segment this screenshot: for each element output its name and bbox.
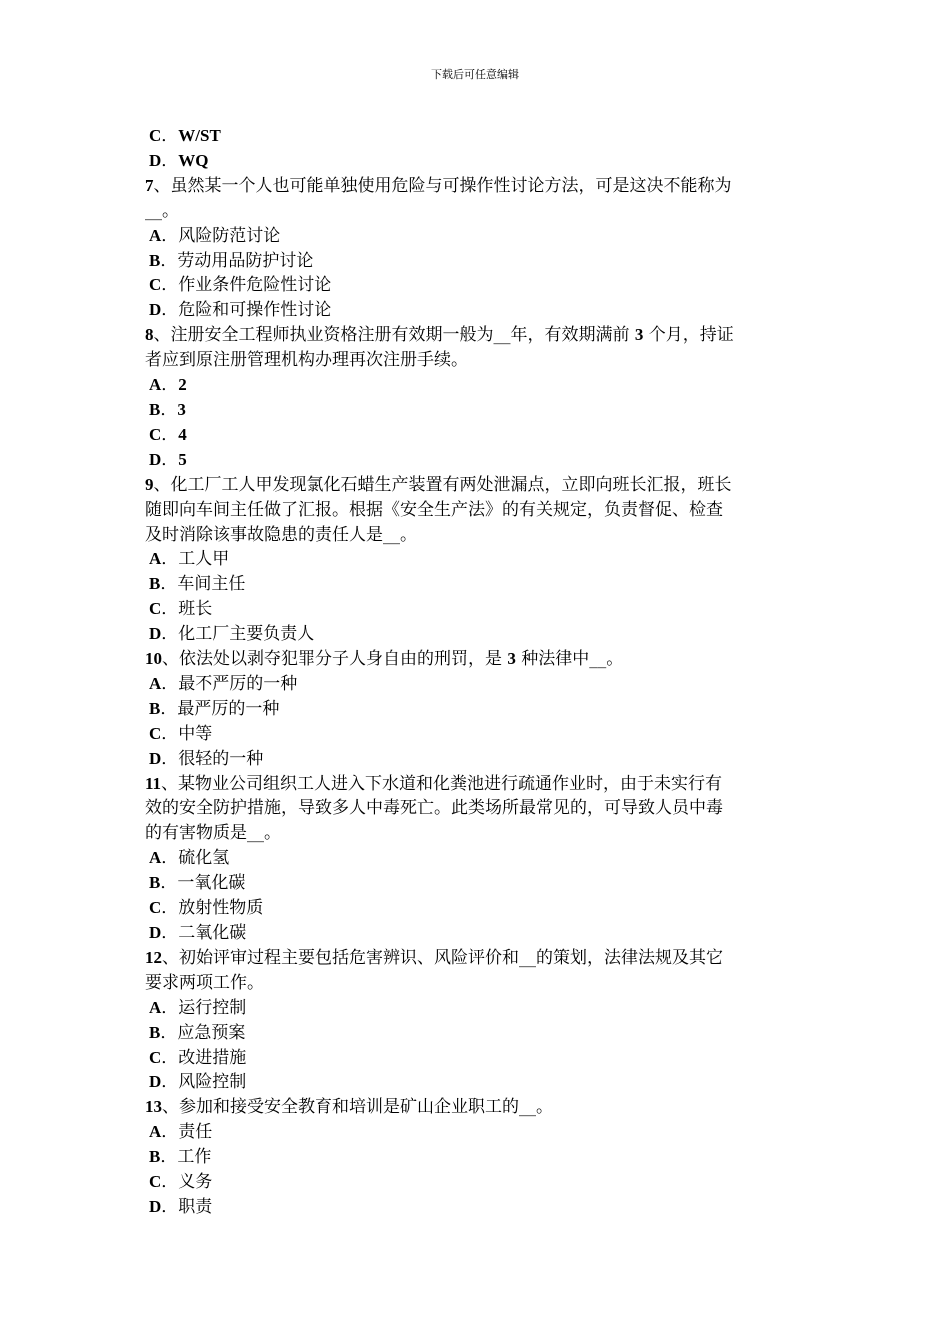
answer-option: A．2: [149, 375, 187, 396]
question-text: 8、注册安全工程师执业资格注册有效期一般为__年，有效期满前 3 个月，持证: [145, 325, 734, 346]
answer-option: C．4: [149, 424, 187, 445]
answer-option: B．劳动用品防护讨论: [149, 250, 314, 271]
answer-option: D．二氧化碳: [149, 923, 247, 943]
question-text: 12、初始评审过程主要包括危害辨识、风险评价和__的策划，法律法规及其它: [145, 947, 723, 968]
answer-option: B．应急预案: [149, 1022, 246, 1043]
question-text: 11、某物业公司组织工人进入下水道和化粪池进行疏通作业时，由于未实行有: [145, 773, 723, 794]
answer-option: B．3: [149, 399, 186, 420]
answer-option: C．中等: [149, 723, 213, 744]
question-text: 13、参加和接受安全教育和培训是矿山企业职工的__。: [145, 1097, 553, 1118]
answer-option: B．工作: [149, 1147, 212, 1168]
answer-option: A．责任: [149, 1122, 213, 1143]
answer-option: C．作业条件危险性讨论: [149, 275, 332, 296]
question-text: 的有害物质是__。: [145, 823, 281, 844]
question-text: 要求两项工作。: [145, 972, 264, 993]
question-text: 10、依法处以剥夺犯罪分子人身自由的刑罚，是 3 种法律中__。: [145, 649, 624, 670]
page-header: 下载后可任意编辑: [431, 68, 519, 81]
answer-option: D．化工厂主要负责人: [149, 624, 315, 645]
question-text: 随即向车间主任做了汇报。根据《安全生产法》的有关规定，负责督促、检查: [145, 499, 723, 520]
answer-option: C．W/ST: [149, 126, 221, 146]
answer-option: A．风险防范讨论: [149, 225, 281, 246]
answer-option: D．风险控制: [149, 1072, 247, 1093]
answer-option: D．危险和可操作性讨论: [149, 300, 332, 321]
answer-option: A．最不严厉的一种: [149, 673, 298, 694]
answer-option: C．放射性物质: [149, 898, 264, 919]
answer-option: B．车间主任: [149, 574, 246, 595]
question-text: 7、虽然某一个人也可能单独使用危险与可操作性讨论方法，可是这决不能称为: [145, 175, 732, 196]
question-text: 效的安全防护措施，导致多人中毒死亡。此类场所最常见的，可导致人员中毒: [145, 798, 723, 819]
answer-option: C．改进措施: [149, 1047, 247, 1068]
answer-option: C．班长: [149, 599, 213, 620]
answer-option: A．硫化氢: [149, 848, 230, 869]
answer-option: D．职责: [149, 1196, 213, 1217]
answer-option: D．很轻的一种: [149, 748, 264, 769]
answer-option: D．5: [149, 449, 187, 470]
question-text: 9、化工厂工人甲发现氯化石蜡生产装置有两处泄漏点，立即向班长汇报，班长: [145, 474, 732, 495]
answer-option: D．WQ: [149, 150, 209, 171]
answer-option: C．义务: [149, 1172, 213, 1193]
answer-option: A．工人甲: [149, 549, 230, 570]
answer-option: B．最严厉的一种: [149, 698, 280, 719]
question-list: [145, 124, 810, 1220]
answer-option: A．运行控制: [149, 997, 247, 1018]
answer-option: B．一氧化碳: [149, 873, 246, 894]
question-text: __。: [145, 200, 179, 221]
question-text: 者应到原注册管理机构办理再次注册手续。: [145, 350, 468, 371]
question-text: 及时消除该事故隐患的责任人是__。: [145, 524, 417, 545]
